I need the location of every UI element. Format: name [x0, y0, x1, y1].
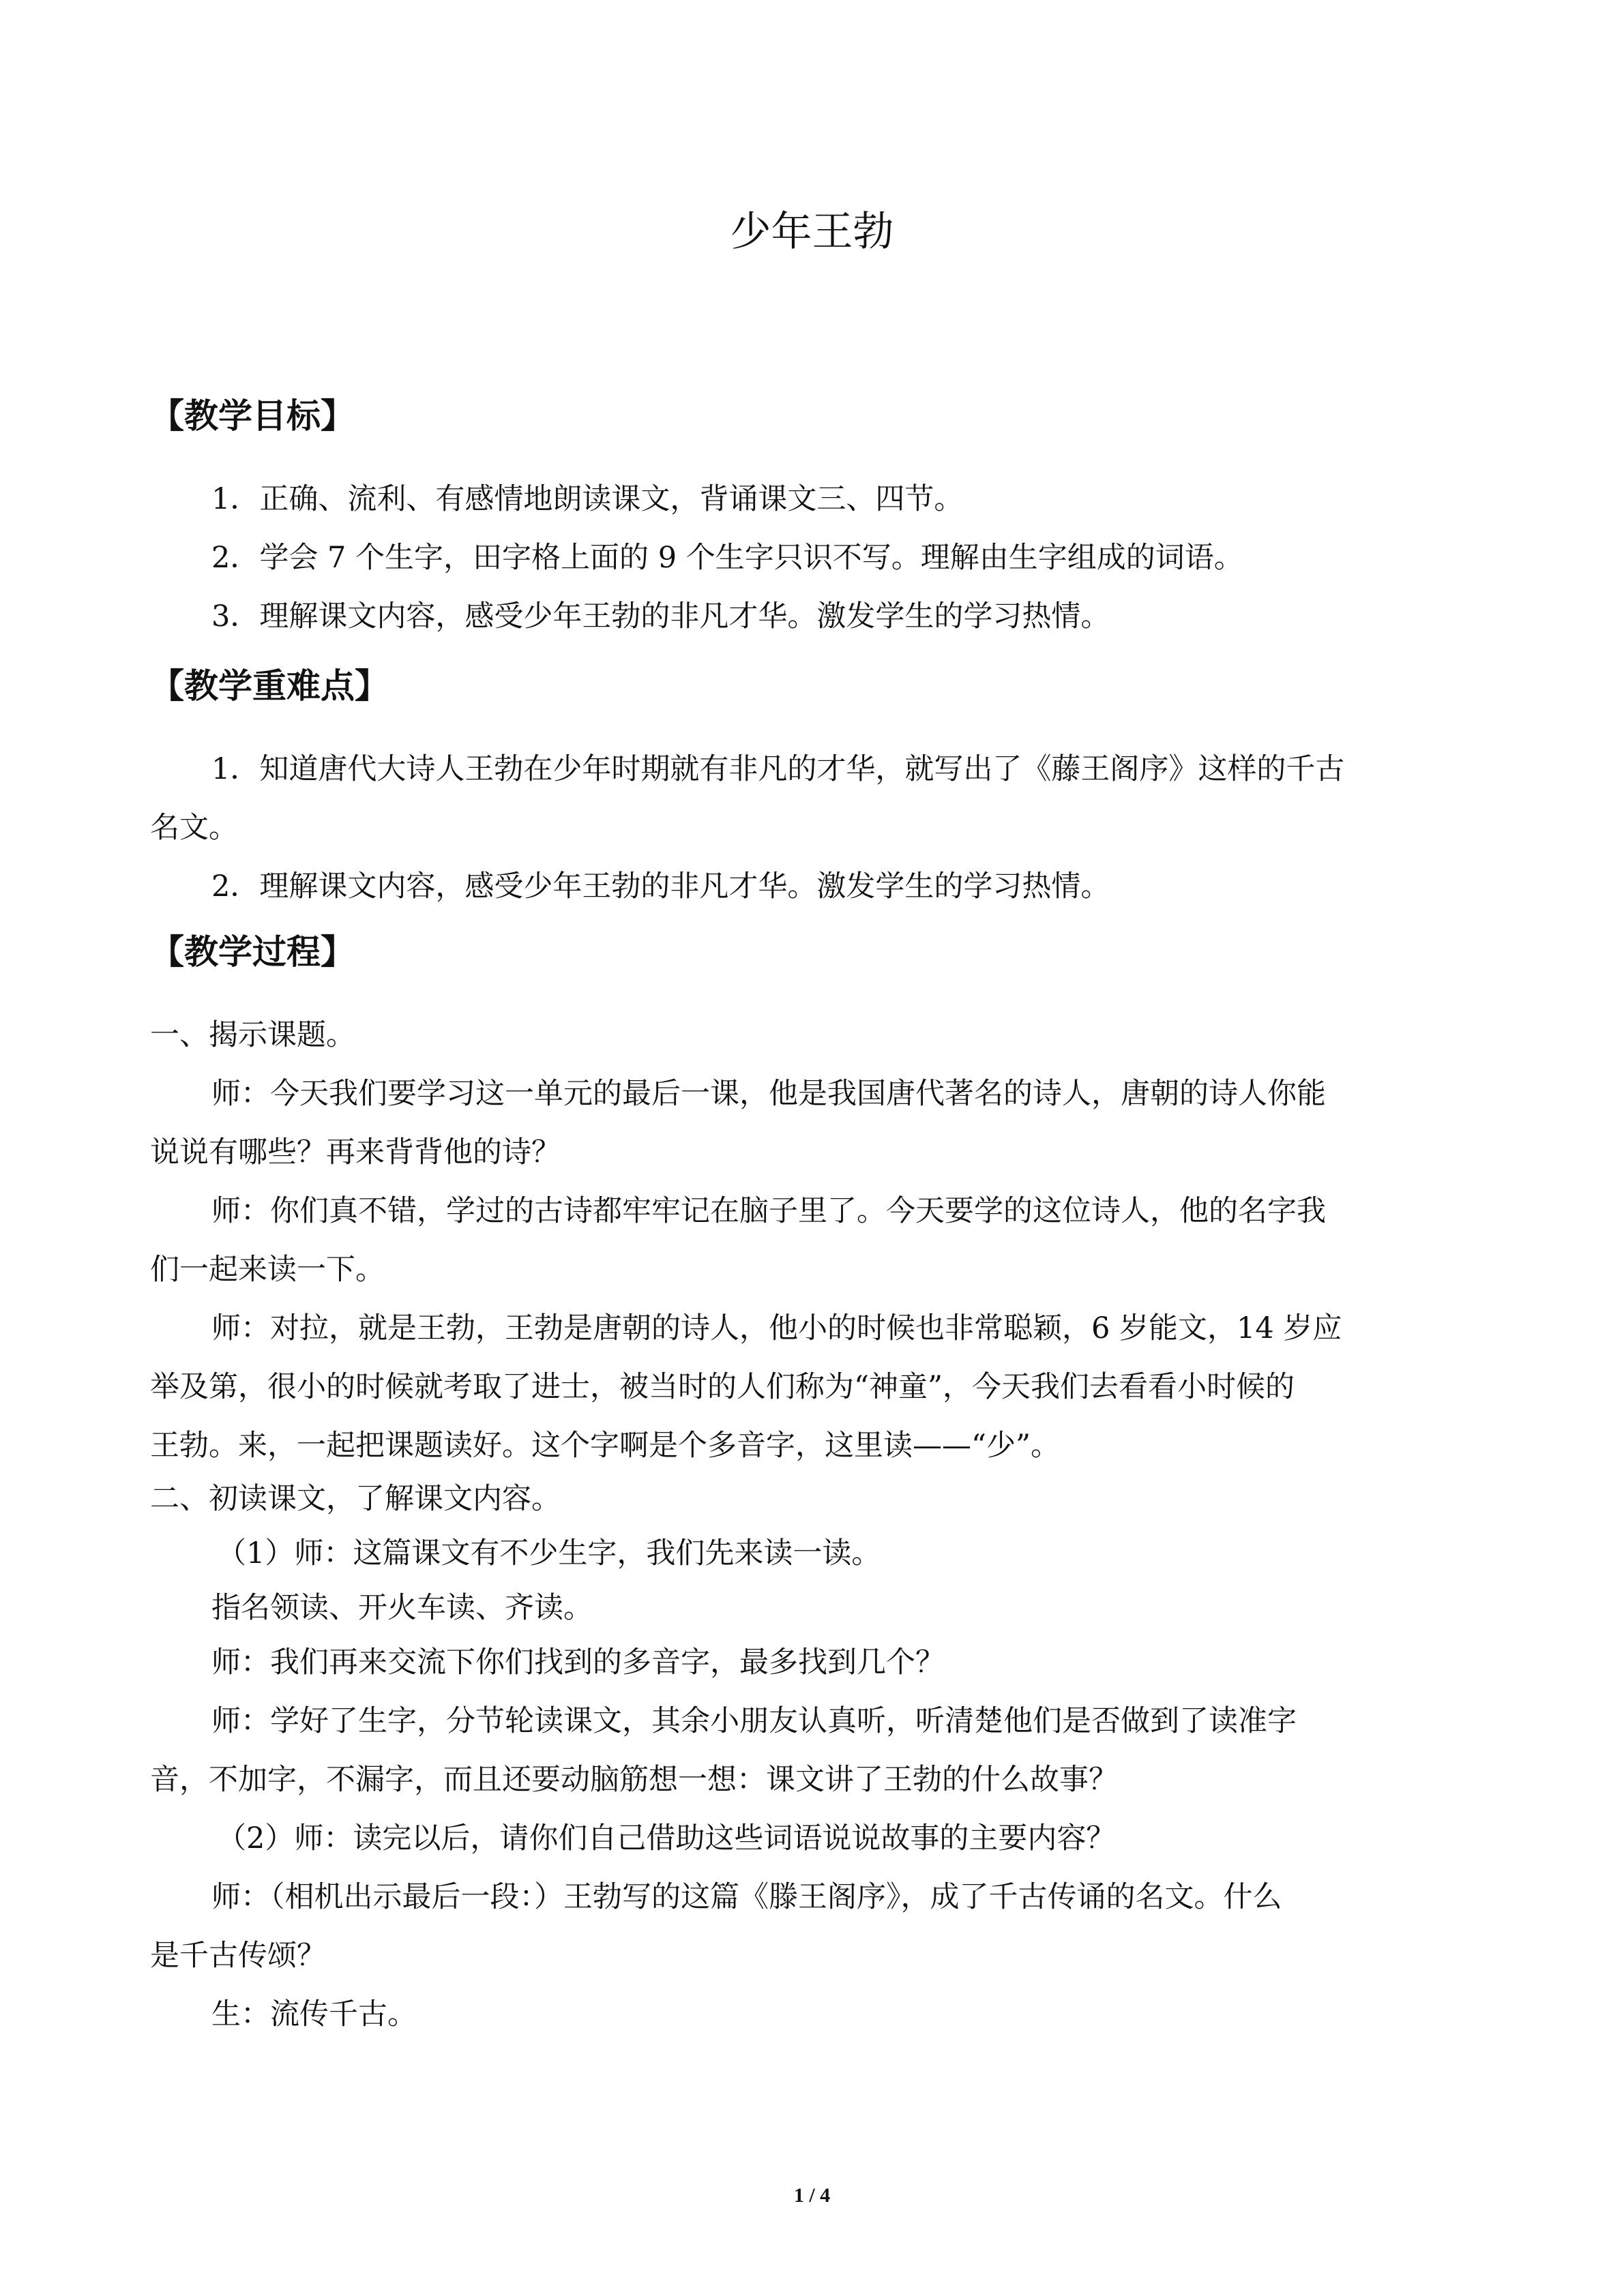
goal-item: 3．理解课文内容，感受少年王勃的非凡才华。激发学生的学习热情。	[211, 599, 1110, 633]
process-paragraph: 师：你们真不错，学过的古诗都牢牢记在脑子里了。今天要学的这位诗人，他的名字我	[211, 1194, 1326, 1228]
process-paragraph-continued: 音，不加字，不漏字，而且还要动脑筋想一想：课文讲了王勃的什么故事？	[150, 1763, 1118, 1797]
process-paragraph-continued: 举及第，很小的时候就考取了进士，被当时的人们称为“神童”，今天我们去看看小时候的	[150, 1370, 1295, 1404]
section-heading-goals: 【教学目标】	[150, 396, 355, 436]
document-title: 少年王勃	[730, 208, 894, 256]
process-paragraph: 师：我们再来交流下你们找到的多音字，最多找到几个？	[211, 1645, 945, 1680]
key-point-item: 2．理解课文内容，感受少年王勃的非凡才华。激发学生的学习热情。	[211, 869, 1110, 904]
process-paragraph: 生：流传千古。	[211, 1997, 417, 2031]
goal-item: 1．正确、流利、有感情地朗读课文，背诵课文三、四节。	[211, 482, 964, 516]
section-heading-key-points: 【教学重难点】	[150, 666, 389, 706]
process-step-title: 一、揭示课题。	[150, 1018, 355, 1052]
process-paragraph-continued: 是千古传颂？	[150, 1939, 326, 1973]
goal-item: 2．学会 7 个生字，田字格上面的 9 个生字只识不写。理解由生字组成的词语。	[211, 541, 1243, 575]
key-point-item: 1．知道唐代大诗人王勃在少年时期就有非凡的才华，就写出了《藤王阁序》这样的千古	[211, 752, 1345, 786]
process-paragraph: 师：学好了生字，分节轮读课文，其余小朋友认真听，听清楚他们是否做到了读准字	[211, 1704, 1297, 1738]
process-paragraph: 师：（相机出示最后一段：）王勃写的这篇《滕王阁序》，成了千古传诵的名文。什么	[211, 1880, 1282, 1914]
process-paragraph-continued: 们一起来读一下。	[150, 1253, 385, 1287]
section-heading-process: 【教学过程】	[150, 932, 355, 972]
process-step-title: 二、初读课文，了解课文内容。	[150, 1482, 561, 1516]
process-paragraph-continued: 王勃。来，一起把课题读好。这个字啊是个多音字，这里读——“少”。	[150, 1429, 1060, 1463]
process-paragraph: 师：对拉，就是王勃，王勃是唐朝的诗人，他小的时候也非常聪颖，6 岁能文，14 岁应	[211, 1311, 1342, 1345]
process-paragraph: 师：今天我们要学习这一单元的最后一课，他是我国唐代著名的诗人，唐朝的诗人你能	[211, 1077, 1326, 1111]
process-paragraph: （1）师：这篇课文有不少生字，我们先来读一读。	[217, 1536, 881, 1570]
process-paragraph: 指名领读、开火车读、齐读。	[211, 1591, 593, 1625]
page-number: 1 / 4	[793, 2184, 831, 2207]
process-paragraph-continued: 说说有哪些？再来背背他的诗？	[150, 1135, 561, 1169]
key-point-item-continued: 名文。	[150, 811, 238, 845]
process-paragraph: （2）师：读完以后，请你们自己借助这些词语说说故事的主要内容？	[217, 1821, 1116, 1855]
